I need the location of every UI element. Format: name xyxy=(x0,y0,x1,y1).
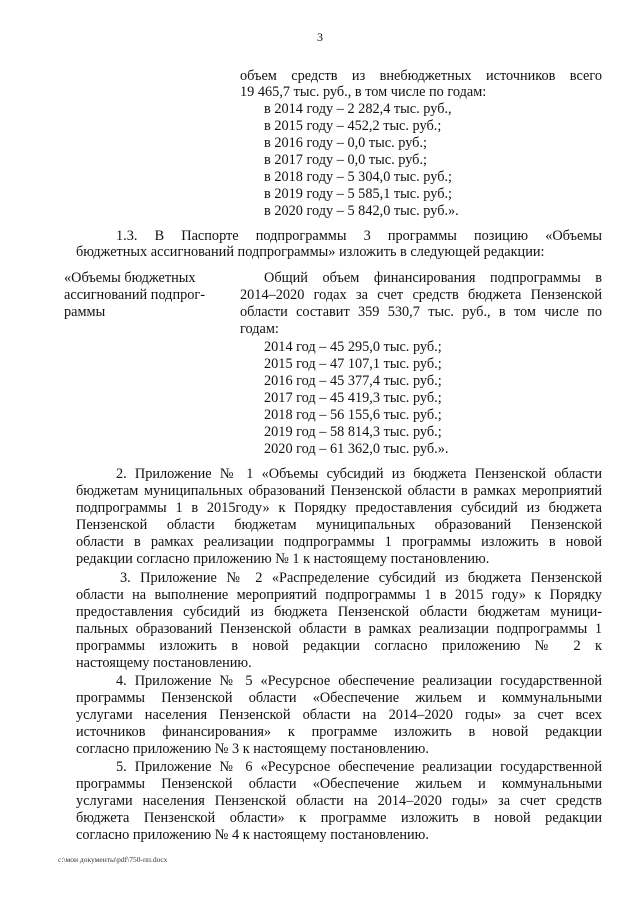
paragraph-2-line: области в рамках реализации подпрограммы 1 программы изложить в новой xyxy=(76,534,602,550)
table-right-line: 2014–2020 годах за счет средств бюджета Пензенской xyxy=(240,287,602,303)
paragraph-5-line: программы Пензенской области «Обеспечение жильем и коммунальными xyxy=(76,776,602,792)
file-path-footer: c:\мои документы\pdf\750-пп.docx xyxy=(58,855,168,864)
top-block-line-1: объем средств из внебюджетных источников всего xyxy=(240,68,602,84)
top-block-line-2: 19 465,7 тыс. руб., в том числе по годам: xyxy=(240,84,487,100)
table-year-item: 2019 год – 58 814,3 тыс. руб.; xyxy=(264,424,442,440)
paragraph-4-line: источников финансирования» к программе изложить в новой редакции xyxy=(76,724,602,740)
year-item: в 2018 году – 5 304,0 тыс. руб.; xyxy=(264,169,453,185)
paragraph-2-line: подпрограммы 1 в 2015году» к Порядку предоставления субсидий из бюджета xyxy=(76,500,602,516)
section-1-3-line-2: бюджетных ассигнований подпрограммы» изложить в следующей редакции: xyxy=(76,244,545,260)
table-year-item: 2018 год – 56 155,6 тыс. руб.; xyxy=(264,407,442,423)
table-right-line: области составит 359 530,7 тыс. руб., в том числе по xyxy=(240,304,602,320)
paragraph-3-line: предоставления субсидий из бюджета Пензенской области бюджетам муници- xyxy=(76,604,602,620)
table-right-line: Общий объем финансирования подпрограммы в xyxy=(264,270,602,286)
paragraph-2-line: 2. Приложение № 1 «Объемы субсидий из бюджета Пензенской области xyxy=(116,466,602,482)
paragraph-4-line: услугами населения Пензенской области на 2014–2020 годы» за счет всех xyxy=(76,707,602,723)
paragraph-3-line: программы изложить в новой редакции согласно приложению № 2 к xyxy=(76,638,602,654)
paragraph-4-line: 4. Приложение № 5 «Ресурсное обеспечение реализации государственной xyxy=(116,673,602,689)
paragraph-5-line: 5. Приложение № 6 «Ресурсное обеспечение реализации государственной xyxy=(116,759,602,775)
year-item: в 2020 году – 5 842,0 тыс. руб.». xyxy=(264,203,459,219)
paragraph-2-line: бюджетам муниципальных образований Пензенской области в рамках мероприятий xyxy=(76,483,602,499)
table-left-line: раммы xyxy=(64,304,106,320)
paragraph-2-line: Пензенской области бюджетам муниципальных образований Пензенской xyxy=(76,517,602,533)
table-year-item: 2020 год – 61 362,0 тыс. руб.». xyxy=(264,441,449,457)
year-item: в 2015 году – 452,2 тыс. руб.; xyxy=(264,118,442,134)
table-year-item: 2016 год – 45 377,4 тыс. руб.; xyxy=(264,373,442,389)
year-item: в 2016 году – 0,0 тыс. руб.; xyxy=(264,135,427,151)
paragraph-3-line: области на выполнение мероприятий подпрограммы 1 в 2015 году» к Порядку xyxy=(76,587,602,603)
paragraph-4-line: согласно приложению № 3 к настоящему постановлению. xyxy=(76,741,429,757)
paragraph-3-line: пальных образований Пензенской области в рамках реализации подпрограммы 1 xyxy=(76,621,602,637)
year-item: в 2014 году – 2 282,4 тыс. руб., xyxy=(264,101,452,117)
section-1-3-line-1: 1.3. В Паспорте подпрограммы 3 программы позицию «Объемы xyxy=(116,228,602,244)
table-year-item: 2014 год – 45 295,0 тыс. руб.; xyxy=(264,339,442,355)
paragraph-3-line: 3. Приложение № 2 «Распределение субсидий из бюджета Пензенской xyxy=(120,570,602,586)
table-year-item: 2015 год – 47 107,1 тыс. руб.; xyxy=(264,356,442,372)
year-item: в 2019 году – 5 585,1 тыс. руб.; xyxy=(264,186,453,202)
table-left-line: ассигнований подпрог- xyxy=(64,287,206,303)
paragraph-5-line: бюджета Пензенской области» к программе изложить в новой редакции xyxy=(76,810,602,826)
paragraph-5-line: услугами населения Пензенской области на 2014–2020 годы» за счет средств xyxy=(76,793,602,809)
paragraph-5-line: согласно приложению № 4 к настоящему постановлению. xyxy=(76,827,429,843)
paragraph-4-line: программы Пензенской области «Обеспечение жильем и коммунальными xyxy=(76,690,602,706)
paragraph-2-line: редакции согласно приложению № 1 к настоящему постановлению. xyxy=(76,551,490,567)
year-item: в 2017 году – 0,0 тыс. руб.; xyxy=(264,152,427,168)
paragraph-3-line: настоящему постановлению. xyxy=(76,655,252,671)
table-left-line: «Объемы бюджетных xyxy=(64,270,196,286)
table-right-line: годам: xyxy=(240,321,279,337)
table-year-item: 2017 год – 45 419,3 тыс. руб.; xyxy=(264,390,442,406)
page-number: 3 xyxy=(317,30,323,44)
